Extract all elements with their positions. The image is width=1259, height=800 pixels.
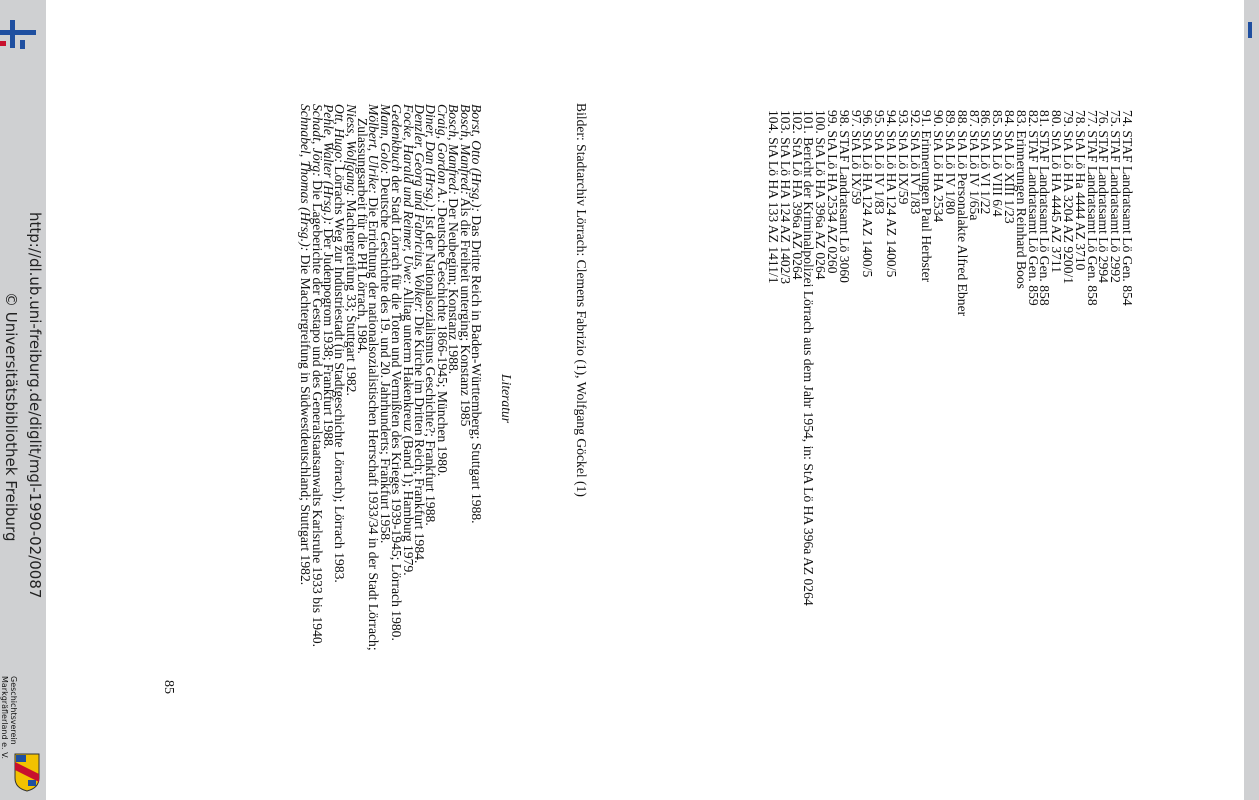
right-sidebar (1244, 0, 1259, 800)
literature-text: Die Kirche im Dritten Reich; Frankfurt 1984. (412, 312, 428, 564)
page-number-rotated (160, 680, 178, 694)
literature-entry (298, 104, 314, 651)
source-item: 90. StA Lö HA 2534 (931, 110, 947, 223)
literature-list (300, 104, 482, 651)
source-item: 74. STAF Landratsamt Lö Gen. 854 (1120, 110, 1135, 306)
source-item: 85. StA Lö VIII 6/4 (990, 110, 1006, 217)
literature-text: Zulassungsarbeit für die PH Lörrach, 1984. (355, 118, 371, 354)
source-item: 89. StA Lö IV 1/80 (943, 110, 959, 215)
source-item: 103. StA Lö HA 124 AZ 1402/3 (777, 110, 793, 285)
ub-freiburg-logo-icon (0, 14, 40, 54)
source-item: 75. STAF Landratsamt Lö 2992 (1108, 110, 1124, 283)
source-item: 81. STAF Landratsamt Lö Gen. 858 (1037, 110, 1053, 306)
literature-text: Deutsche Geschichte 1866-1945; München 1980. (434, 203, 450, 477)
society-name (0, 676, 18, 759)
literature-text: Die Lageberichte der Gestapo und des Generalstaatsanwalts Karlsruhe 1933 bis 1940. (309, 176, 325, 648)
source-item: 102. StA Lö HA 396a AZ 0264 (789, 110, 805, 280)
literature-text: Lörrachs Weg zur Industriestadt (in Stadtgeschichte Lörrach); Lörrach 1983. (332, 162, 348, 583)
literature-text: Machtergreifung 33; Stuttgart 1982. (343, 196, 359, 396)
literature-author: Borst, Otto (Hrsg.): (469, 104, 484, 212)
source-item: 97. StA Lö IX/59 (848, 110, 864, 205)
source-item: 79. StA Lö HA 3204 AZ 9200/1 (1061, 110, 1077, 285)
document-page (46, 0, 1244, 800)
source-item: 92. StA Lö IV 1/83 (907, 110, 923, 215)
literature-author: Schadt, Jörg: (309, 104, 325, 177)
footer-url[interactable]: http://dl.ub.uni-freiburg.de/diglit/mgl-1990-02/0087 (26, 212, 44, 599)
literature-text: Die Machtergreifung in Südwestdeutschland; Stuttgart 1982. (298, 251, 314, 586)
source-item: 84. StA Lö XIII 1/23 (1002, 110, 1018, 224)
images-credit: Bilder: Stadtarchiv Lörrach: Clemens Fabrizio (1), Wolfgang Göckel (1) (574, 103, 589, 497)
images-credit-rotated (575, 103, 587, 497)
literature-author: Pehle, Walter (Hrsg.): (320, 104, 336, 226)
literature-author: Mann, Golo: (377, 104, 393, 175)
society-line1: Geschichtsverein (9, 676, 18, 745)
literature-author: Denzler, Georg und Fabricius, Volker: (412, 104, 428, 313)
footer-copyright: © Universitätsbibliothek Freiburg (2, 292, 20, 542)
source-item: 91. Erinnerungen Paul Herbster (919, 110, 935, 283)
footer-url-rotated[interactable] (25, 212, 44, 598)
source-item: 87. StA Lö IV 1/65a (966, 110, 982, 221)
source-item: 86. StA Lö VI 1/22 (978, 110, 994, 215)
literature-heading: Literatur (499, 374, 514, 424)
source-item: 96. StA Lö HA 124 AZ 1400/5 (860, 110, 876, 278)
literature-author: Bosch, Manfred: (446, 104, 462, 195)
literature-text: Der Judenpogrom 1938; Frankfurt 1988. (320, 225, 336, 450)
source-item: 78. StA Lö Ha 4444 AZ 3710 (1072, 110, 1088, 271)
source-item: 98. STAF Landratsamt Lö 3060 (836, 110, 852, 283)
society-line2: Markgräflerland e. V. (0, 676, 9, 760)
ub-freiburg-logo-fragment-icon (1244, 16, 1259, 46)
literature-text: Deutsche Geschichte des 19. und 20. Jahrhunderts; Frankfurt 1958. (377, 174, 393, 544)
source-item: 76. STAF Landratsamt Lö 2994 (1096, 110, 1112, 283)
literature-author: Diner, Dan (Hrsg.): (423, 104, 439, 212)
source-item: 104. StA Lö HA 133 AZ 1411/1 (766, 110, 782, 284)
left-sidebar (0, 0, 46, 800)
source-item: 95. StA Lö IV 1/83 (872, 110, 888, 215)
source-item: 93. StA Lö IX/59 (895, 110, 911, 205)
literature-author: Mölbert, Ulrike: (366, 104, 382, 194)
source-item: 82. STAF Landratsamt Lö Gen. 859 (1025, 110, 1041, 306)
literature-text: Alltag unterm Hakenkreuz (Band 1); Hamburg 1979. (400, 284, 416, 576)
literature-text: Die Errichtung der nationalsozialistischen Herrschaft 1933/34 in der Stadt Lörrach; (366, 193, 382, 651)
source-item: 100. StA Lö HA 396a AZ 0264 (813, 110, 829, 280)
literature-author: Ott, Hugo: (332, 104, 348, 163)
source-item: 80. StA Lö HA 4445 AZ 3711 (1049, 110, 1065, 274)
literature-text: Als die Freiheit unterging; Konstanz 1985 (457, 194, 473, 427)
source-item: 88. StA Lö Personalakte Alfred Ebner (954, 110, 970, 317)
literature-text: Das Dritte Reich in Baden-Württemberg; Stuttgart 1988. (469, 212, 484, 524)
source-item: 99. StA Lö HA 2534 AZ 0260 (825, 110, 841, 274)
literature-author: Bosch, Manfred: (457, 104, 473, 195)
literature-author: Focke, Harald und Reimer, Uwe: (400, 104, 416, 285)
literature-text: Ist der Nationalsozialismus Geschichte?; Frankfurt 1988. (423, 212, 439, 526)
source-item: 77. STAF Landratsamt Lö Gen. 858 (1084, 110, 1100, 306)
source-item: 101. Bericht der Kriminalpolizei Lörrach aus dem Jahr 1954, in: StA Lö HA 396a AZ 0264 (801, 110, 817, 606)
page-number: 85 (161, 680, 176, 694)
literature-text: der Stadt Lörrach für die Toten und Vermißten des Krieges 1939-1945; Lörrach 1980. (389, 171, 405, 641)
literature-text: Der Neubeginn; Konstanz 1988. (446, 194, 462, 375)
society-coat-of-arms-icon (13, 752, 41, 792)
sources-column-1 (767, 110, 1133, 606)
literature-author: Gedenkbuch (389, 104, 405, 172)
literature-author: Craig, Gordon A.: (434, 104, 450, 204)
literature-author: Niess, Wolfgang: (343, 104, 359, 197)
footer-copyright-rotated (1, 292, 20, 541)
source-item: 83. Erinnerungen Reinhard Boos (1013, 110, 1029, 289)
source-item: 94. StA Lö HA 124 AZ 1400/5 (884, 110, 900, 278)
literature-author: Schnabel, Thomas (Hrsg.): (298, 104, 314, 252)
literature-heading-rotated (498, 374, 514, 423)
